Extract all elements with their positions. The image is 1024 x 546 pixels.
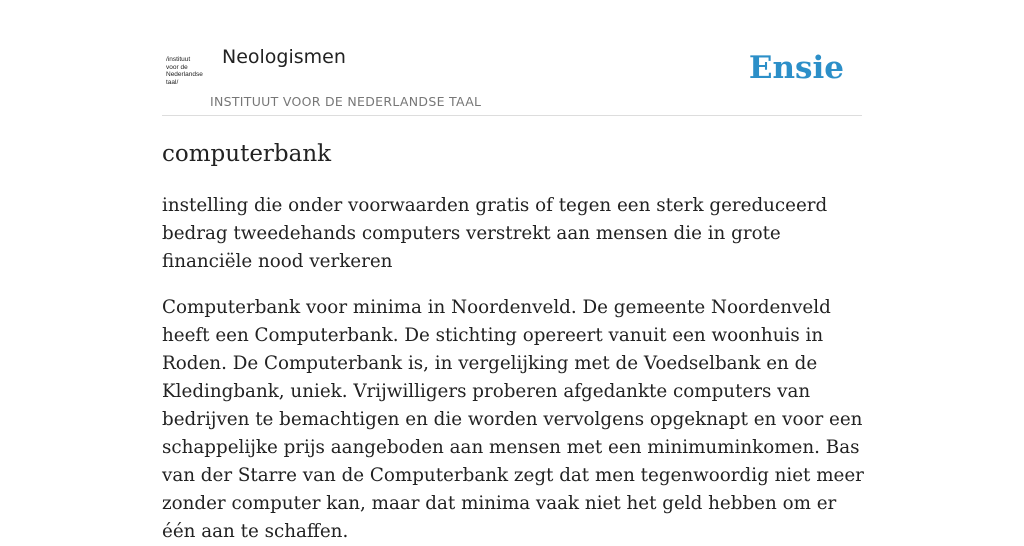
header [162, 0, 862, 116]
institute-name: INSTITUUT VOOR DE NEDERLANDSE TAAL [210, 94, 482, 109]
entry-content [162, 138, 864, 546]
ensie-logo[interactable]: Ensie [748, 50, 844, 86]
site-name[interactable]: Neologismen [222, 46, 346, 68]
entry-definition: instelling die onder voorwaarden gratis of tegen een sterk gereduceerd bedrag tweedehands computers verstrekt aan mensen die in grote financiële nood verkeren [162, 195, 828, 272]
entry-example: Computerbank voor minima in Noordenveld. De gemeente Noordenveld heeft een Computerbank. De stichting opereert vanuit een woonhuis in Roden. De Computerbank is, in vergelijking met de Voedselbank en de Kledingbank, uniek. Vrijwilligers proberen afgedankte computers van bedrijven te bemachtigen en die worden vervolgens opgeknapt en voor een schappelijke prijs aangeboden aan mensen met een minimuminkomen. Bas van der Starre van de Computerbank zegt dat men tegenwoordig niet meer zonder computer kan, maar dat minima vaak niet het geld hebben om er één aan te schaffen. [162, 297, 864, 542]
institute-logo[interactable]: /instituut voor de Nederlandse taal/ [166, 56, 203, 86]
entry-term: computerbank [162, 141, 332, 167]
